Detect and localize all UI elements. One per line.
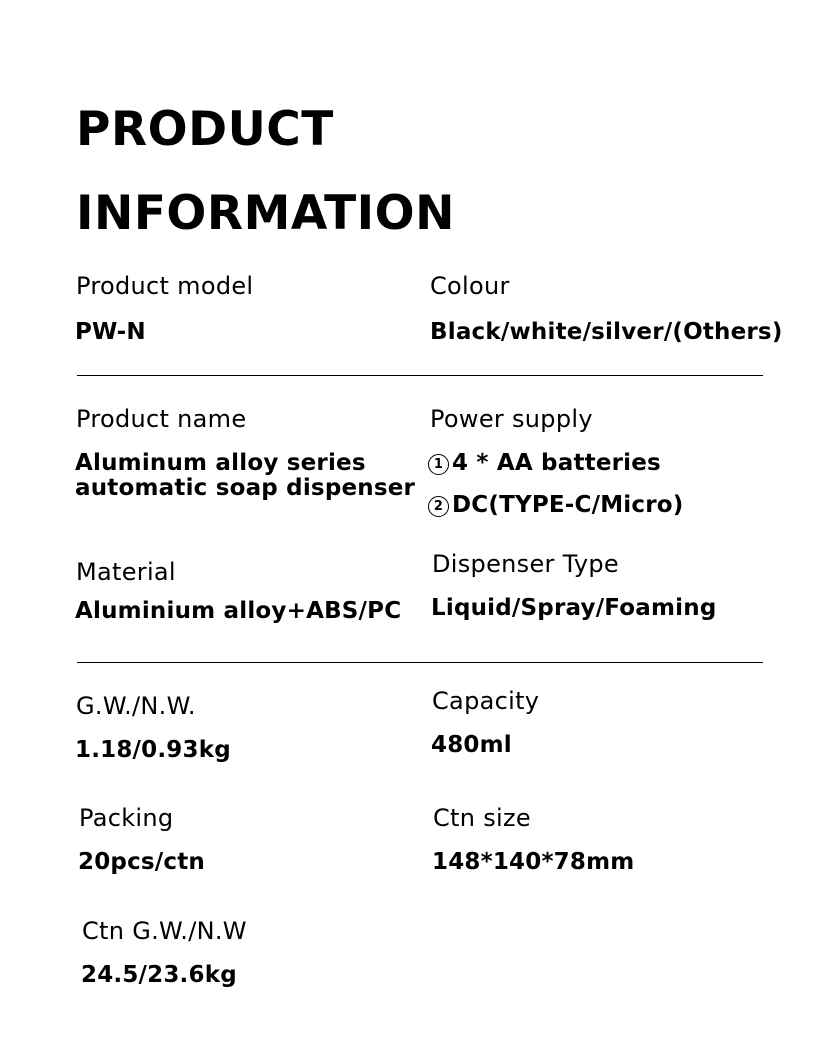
- title-line-1: PRODUCT: [76, 102, 334, 157]
- gw-nw-label: G.W./N.W.: [76, 692, 196, 720]
- packing-label: Packing: [79, 804, 174, 832]
- ctn-size-label: Ctn size: [433, 804, 531, 832]
- product-name-value-line-1: Aluminum alloy series: [75, 450, 366, 476]
- dispenser-type-label: Dispenser Type: [432, 550, 619, 578]
- packing-value: 20pcs/ctn: [78, 849, 205, 875]
- power-supply-option-2: [428, 492, 683, 518]
- product-name-value: [75, 451, 415, 501]
- product-model-label: Product model: [76, 272, 254, 300]
- power-supply-label: Power supply: [430, 405, 593, 433]
- circled-number-icon: 1: [428, 454, 449, 475]
- colour-value: Black/white/silver/(Others): [430, 319, 783, 345]
- dispenser-type-value: Liquid/Spray/Foaming: [431, 595, 717, 621]
- power-supply-option-2-text: DC(TYPE-C/Micro): [452, 492, 684, 518]
- gw-nw-value: 1.18/0.93kg: [75, 737, 231, 763]
- power-supply-option-1: [428, 450, 661, 476]
- material-label: Material: [76, 558, 176, 586]
- product-model-value: PW-N: [75, 319, 146, 345]
- capacity-label: Capacity: [432, 687, 540, 715]
- title-line-2: INFORMATION: [76, 186, 455, 241]
- product-name-label: Product name: [76, 405, 247, 433]
- power-supply-option-1-text: 4 * AA batteries: [452, 450, 661, 476]
- ctn-gw-nw-label: Ctn G.W./N.W: [82, 917, 247, 945]
- divider-2: [77, 662, 763, 663]
- product-name-value-line-2: automatic soap dispenser: [75, 475, 416, 501]
- circled-number-icon: 2: [428, 496, 449, 517]
- material-value: Aluminium alloy+ABS/PC: [75, 598, 402, 624]
- ctn-size-value: 148*140*78mm: [432, 849, 635, 875]
- divider-1: [77, 375, 763, 376]
- page-title: [76, 88, 455, 256]
- colour-label: Colour: [430, 272, 510, 300]
- ctn-gw-nw-value: 24.5/23.6kg: [81, 962, 237, 988]
- capacity-value: 480ml: [431, 732, 512, 758]
